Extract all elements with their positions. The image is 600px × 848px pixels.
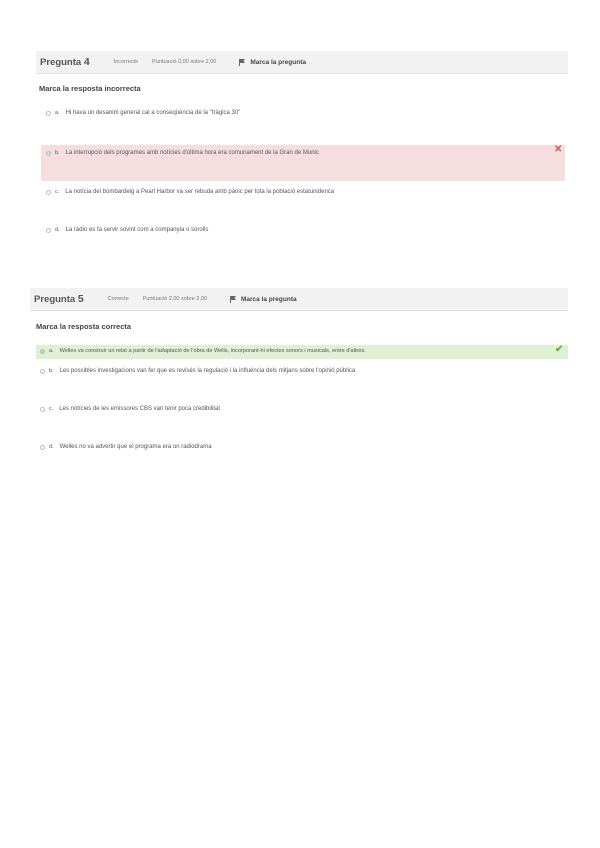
question-5-option-a[interactable]	[40, 348, 366, 354]
option-radio[interactable]	[46, 111, 51, 116]
option-letter: a.	[55, 110, 60, 116]
question-5-header	[30, 288, 568, 311]
question-4-option-d[interactable]	[46, 227, 208, 233]
option-text: Les possibles investigacions van fer que es revisés la regulació i la influència dels mitjans sobre l'opinió pública	[59, 368, 356, 374]
question-5-prompt: Marca la resposta correcta	[36, 322, 132, 331]
option-letter: d.	[49, 444, 54, 450]
flag-question-5-button[interactable]: Marca la pregunta	[229, 295, 297, 303]
option-text: Welles va construir un relat a partir de l'adaptació de l'obra de Wells, incorporant-hi efectes sonors i musicals, entre d'altres.	[59, 348, 366, 354]
question-5-state: Correcte	[107, 296, 129, 302]
question-4-state: Incorrecte	[113, 59, 139, 65]
option-letter: d.	[55, 227, 60, 233]
flag-icon	[229, 295, 237, 303]
cross-icon: ✕	[554, 144, 563, 155]
option-radio[interactable]	[46, 190, 51, 195]
option-radio[interactable]	[46, 228, 51, 233]
option-text: La interrupció dels programes amb notícies d'última hora era comunament de la Gran de Munic	[65, 150, 319, 156]
question-4-prompt: Marca la resposta incorrecta	[39, 84, 141, 93]
question-5-option-b[interactable]	[40, 368, 355, 374]
option-text: Les notícies de les emissores CBS van tenir poca credibilitat	[59, 406, 221, 412]
question-4-title: Pregunta 4	[40, 56, 90, 68]
option-radio[interactable]	[40, 369, 45, 374]
question-5-option-d[interactable]	[40, 444, 212, 450]
option-radio[interactable]	[40, 445, 45, 450]
option-radio-selected[interactable]	[46, 151, 51, 156]
question-4-option-c[interactable]	[46, 189, 334, 195]
question-5-option-c[interactable]	[40, 406, 220, 412]
option-radio-selected[interactable]	[40, 349, 45, 354]
question-4-option-b[interactable]	[46, 150, 319, 156]
option-letter: b.	[49, 368, 54, 374]
question-5-title: Pregunta 5	[34, 293, 84, 305]
question-4-option-a[interactable]	[46, 110, 240, 116]
option-letter: c.	[55, 189, 60, 195]
option-letter: a.	[49, 348, 54, 354]
option-radio[interactable]	[40, 407, 45, 412]
check-icon: ✔	[555, 344, 564, 355]
question-5-grade: Puntuació 2,00 sobre 2,00	[142, 296, 207, 302]
flag-question-4-button[interactable]: Marca la pregunta	[238, 58, 306, 66]
option-text: Hi hava un desanim general cal a conseqüència de la "tràgica 30"	[65, 110, 241, 116]
option-text: La ràdio es fa servir sovint com a companyia o sorolls	[65, 227, 209, 233]
flag-icon	[238, 58, 246, 66]
question-4-grade: Puntuació 0,00 sobre 2,00	[152, 59, 217, 65]
option-text: Welles no va advertir que el programa era un radiodrama	[59, 444, 212, 450]
question-4-header	[36, 51, 568, 74]
option-text: La notícia del bombardeig a Pearl Harbor va ser rebuda amb pànic per tota la població estatunidenca	[65, 189, 335, 195]
option-letter: b.	[55, 150, 60, 156]
option-letter: c.	[49, 406, 54, 412]
